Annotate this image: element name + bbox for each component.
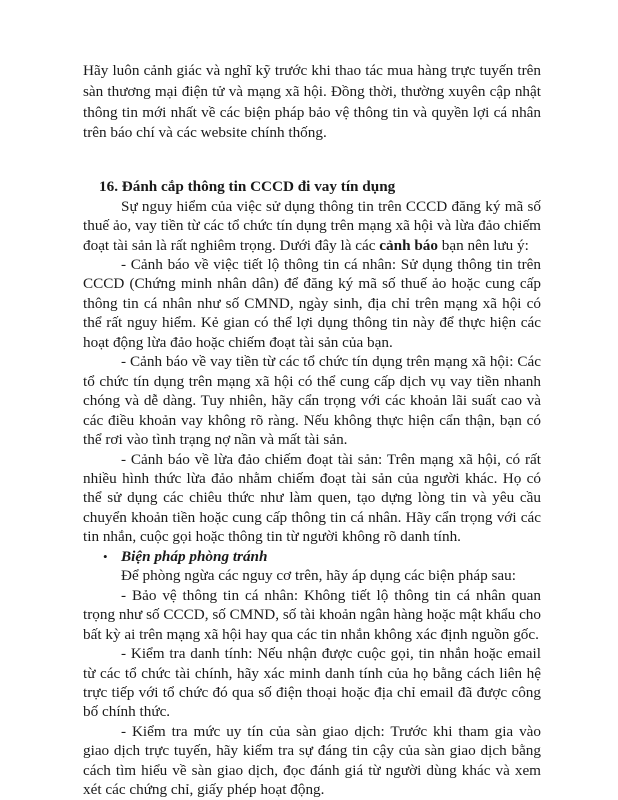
lead-bold-warning: cảnh báo <box>379 236 438 254</box>
section-lead-paragraph <box>83 197 541 255</box>
bullet-icon: • <box>103 548 108 564</box>
prevention-title: Biện pháp phòng tránh <box>121 547 268 565</box>
section-heading: 16. Đánh cắp thông tin CCCD đi vay tín dụng <box>99 178 396 196</box>
prevention-intro: Để phòng ngừa các nguy cơ trên, hãy áp dụng các biện pháp sau: <box>121 567 516 585</box>
paragraph-gap <box>83 144 541 177</box>
prevention-heading <box>83 547 541 566</box>
intro-paragraph: Hãy luôn cảnh giác và nghĩ kỹ trước khi thao tác mua hàng trực tuyến trên sàn thương mại điện tử và mạng xã hội. Đồng thời, thường xuyên cập nhật thông tin mới nhất về các biện pháp bảo vệ thông tin và quyền lợi cá nhân trên báo chí và các website chính thống. <box>83 62 541 142</box>
prevention-protect-info: - Bảo vệ thông tin cá nhân: Không tiết lộ thông tin cá nhân quan trọng như số CCCD, số CMND, số tài khoản ngân hàng hoặc mật khẩu cho bất kỳ ai trên mạng xã hội hay qua các tin nhắn không xác định nguồn gốc. <box>83 586 541 643</box>
lead-text-before: Sự nguy hiểm của việc sử dụng thông tin trên CCCD đăng ký mã số thuế ảo, vay tiền từ các tổ chức tín dụng trên mạng xã hội và lừa đảo chiếm đoạt tài sản là rất nghiêm trọng. Dưới đây là các <box>83 197 541 254</box>
prevention-verify-identity: - Kiểm tra danh tính: Nếu nhận được cuộc gọi, tin nhắn hoặc email từ các tổ chức tài chính, hãy xác minh danh tính của họ bằng cách liên hệ trực tiếp với tổ chức đó qua số điện thoại hoặc địa chỉ email đã được công bố chính thức. <box>83 645 541 721</box>
warning-online-loans: - Cảnh báo về vay tiền từ các tổ chức tín dụng trên mạng xã hội: Các tổ chức tín dụng trên mạng xã hội có thể cung cấp dịch vụ vay tiền nhanh chóng và dễ dàng. Tuy nhiên, hãy cẩn trọng với các khoản lãi suất cao và các điều khoản vay không rõ ràng. Nếu không thực hiện cẩn thận, bạn có thể rơi vào tình trạng nợ nần và mất tài sản. <box>83 353 541 449</box>
document-page <box>83 61 541 800</box>
lead-text-after: bạn nên lưu ý: <box>437 236 529 254</box>
warning-fraud: - Cảnh báo về lừa đảo chiếm đoạt tài sản: Trên mạng xã hội, có rất nhiều hình thức lừa đảo nhằm chiếm đoạt tài sản của người khác. Họ có thể sử dụng các chiêu thức như làm quen, tạo dựng lòng tin và yêu cầu chuyển khoản tiền hoặc cung cấp thông tin cá nhân. Hãy cẩn trọng với các tin nhắn, cuộc gọi hoặc thông tin từ người không rõ danh tính. <box>83 450 541 546</box>
prevention-check-exchange: - Kiểm tra mức uy tín của sàn giao dịch: Trước khi tham gia vào giao dịch trực tuyến, hãy kiểm tra sự đáng tin cậy của sàn giao dịch bằng cách tìm hiểu về sàn giao dịch, đọc đánh giá từ người dùng khác và xem xét các chứng chỉ, giấy phép hoạt động. <box>83 722 541 799</box>
warning-personal-info: - Cảnh báo về việc tiết lộ thông tin cá nhân: Sử dụng thông tin trên CCCD (Chứng minh nhân dân) để đăng ký mã số thuế ảo hoặc cung cấp thông tin cá nhân như số CMND, ngày sinh, địa chỉ trên mạng xã hội có thể rất nguy hiểm. Kẻ gian có thể lợi dụng thông tin này để thực hiện các hoạt động lừa đảo hoặc chiếm đoạt tài sản của bạn. <box>83 256 541 351</box>
